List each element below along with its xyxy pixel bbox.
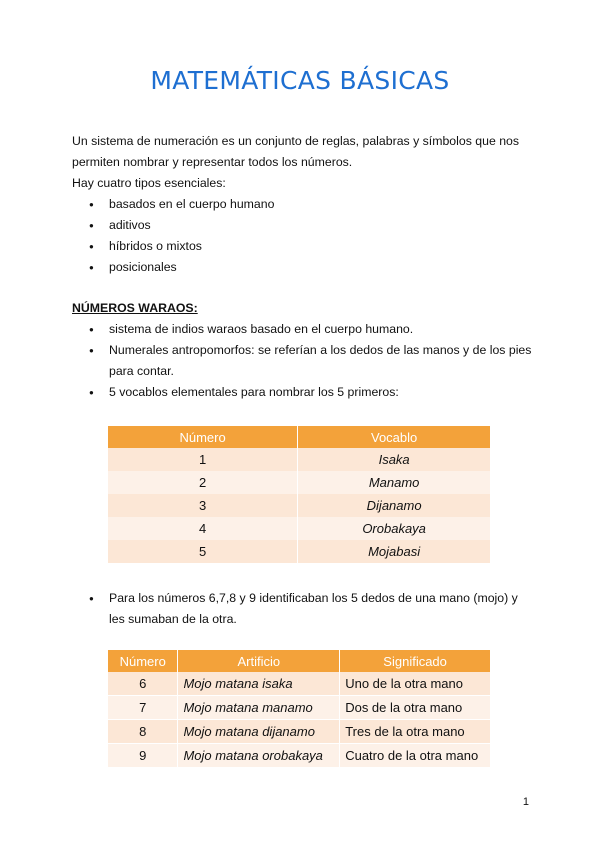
cell-significado: Cuatro de la otra mano [340,744,491,768]
table-row [108,540,491,563]
intro-line-2: permiten nombrar y representar todos los números. [72,155,353,169]
page-number: 1 [522,796,529,808]
cell-numero: 6 [108,672,178,696]
cell-significado: Tres de la otra mano [340,720,491,744]
column-header-numero: Número [108,426,298,448]
cell-significado: Uno de la otra mano [340,672,491,696]
table-row [108,720,491,744]
cell-vocablo: Isaka [298,448,491,471]
table-row [108,744,491,768]
second-points-list [72,588,518,630]
cell-numero: 8 [108,720,178,744]
list-item-line: Para los números 6,7,8 y 9 identificaban los 5 dedos de una mano (mojo) y [109,591,518,605]
cell-artificio: Mojo matana dijanamo [178,720,340,744]
types-list [72,194,274,278]
list-item-line: Numerales antropomorfos: se referían a los dedos de las manos y de los pies [109,343,532,357]
list-item: ● 5 vocablos elementales para nombrar los 5 primeros: [72,382,531,403]
cell-numero: 4 [108,517,298,540]
table-row [108,494,491,517]
list-item: ● aditivos [72,215,274,236]
cell-significado: Dos de la otra mano [340,696,491,720]
page-title: MATEMÁTICAS BÁSICAS [150,66,450,95]
table-row [108,448,491,471]
intro-line-3: Hay cuatro tipos esenciales: [72,176,226,190]
table-header-row [108,426,491,448]
table-row [108,696,491,720]
list-item: ● híbridos o mixtos [72,236,274,257]
list-item: ● sistema de indios waraos basado en el cuerpo humano. [72,319,531,340]
cell-numero: 1 [108,448,298,471]
intro-line-1: Un sistema de numeración es un conjunto de reglas, palabras y símbolos que nos [72,134,520,148]
cell-numero: 7 [108,696,178,720]
cell-numero: 9 [108,744,178,768]
list-item-line: les sumaban de la otra. [109,612,237,626]
cell-vocablo: Manamo [298,471,491,494]
cell-vocablo: Dijanamo [298,494,491,517]
list-item [72,588,518,630]
table-row [108,517,491,540]
cell-numero: 2 [108,471,298,494]
cell-artificio: Mojo matana orobakaya [178,744,340,768]
list-item [72,340,531,382]
list-item: ● basados en el cuerpo humano [72,194,274,215]
column-header-significado: Significado [340,650,491,672]
table-row [108,471,491,494]
artificio-table [108,650,491,768]
cell-artificio: Mojo matana isaka [178,672,340,696]
table-header-row [108,650,491,672]
cell-numero: 5 [108,540,298,563]
intro-paragraph [72,131,519,194]
table-row [108,672,491,696]
list-item-line: para contar. [109,364,174,378]
cell-numero: 3 [108,494,298,517]
column-header-numero: Número [108,650,178,672]
section-heading-warao: NÚMEROS WARAOS: [72,301,198,315]
cell-vocablo: Mojabasi [298,540,491,563]
cell-vocablo: Orobakaya [298,517,491,540]
column-header-vocablo: Vocablo [298,426,491,448]
vocablos-table [108,426,491,563]
cell-artificio: Mojo matana manamo [178,696,340,720]
warao-points-list [72,319,531,403]
list-item: ● posicionales [72,257,274,278]
column-header-artificio: Artificio [178,650,340,672]
